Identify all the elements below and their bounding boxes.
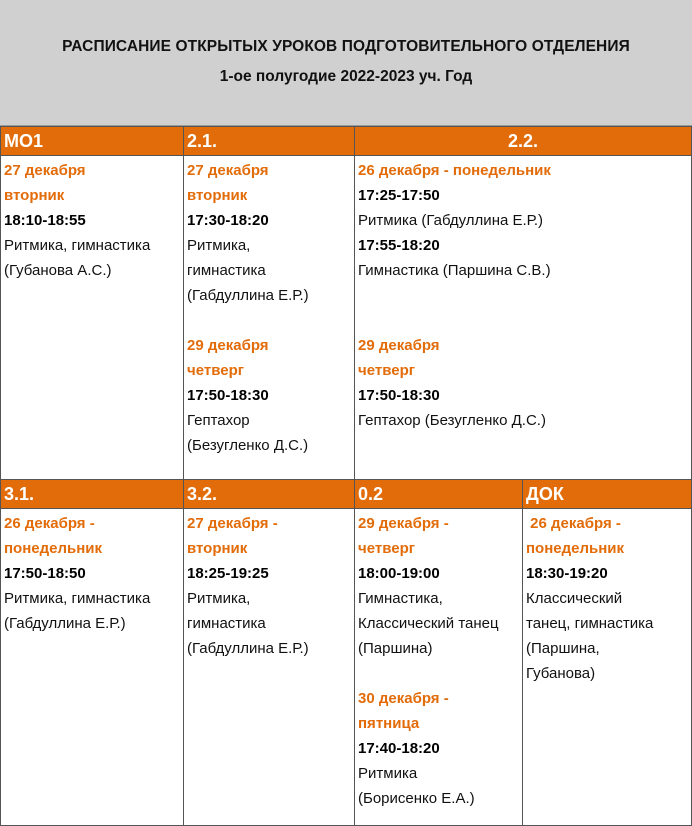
spacer	[358, 308, 692, 333]
lesson-subject: гимнастика	[187, 262, 266, 279]
group-header-mo1: МО1	[0, 126, 183, 155]
lesson-subject: Ритмика, гимнастика	[4, 237, 151, 254]
lesson-date: 29 декабря	[187, 337, 269, 354]
lesson-teacher: (Борисенко Е.А.)	[358, 790, 475, 807]
lesson-subject: гимнастика	[187, 615, 266, 632]
spacer	[187, 308, 354, 333]
lesson-date: 26 декабря - понедельник	[358, 162, 551, 179]
lesson-date: 29 декабря -	[358, 515, 449, 532]
title-line-1: РАСПИСАНИЕ ОТКРЫТЫХ УРОКОВ ПОДГОТОВИТЕЛЬНОГО ОТДЕЛЕНИЯ	[62, 38, 630, 55]
group-header-0-2: 0.2	[354, 479, 522, 508]
lesson-date: 27 декабря -	[187, 515, 278, 532]
lesson-weekday: вторник	[4, 187, 65, 204]
cell-dok	[522, 511, 692, 686]
grid-line	[0, 155, 692, 156]
cell-3-2	[183, 511, 354, 661]
cell-mo1	[0, 158, 183, 283]
lesson-teacher: (Габдуллина Е.Р.)	[4, 615, 126, 632]
cell-2-1	[183, 158, 354, 458]
lesson-subject: Ритмика (Габдуллина Е.Р.)	[358, 212, 543, 229]
lesson-teacher: (Паршина)	[358, 640, 433, 657]
title-line-2: 1-ое полугодие 2022-2023 уч. Год	[219, 68, 473, 85]
group-header-dok: ДОК	[522, 479, 692, 508]
lesson-teacher: Губанова)	[526, 665, 596, 682]
lesson-time: 17:50-18:50	[4, 565, 86, 582]
spacer	[358, 283, 692, 308]
lesson-subject: Ритмика,	[187, 590, 251, 607]
lesson-weekday: понедельник	[4, 540, 103, 557]
lesson-time: 18:10-18:55	[4, 212, 86, 229]
lesson-subject: Гимнастика (Паршина С.В.)	[358, 262, 551, 279]
lesson-weekday: вторник	[187, 540, 248, 557]
title-header	[0, 0, 692, 126]
lesson-time: 17:50-18:30	[358, 387, 440, 404]
lesson-date: 27 декабря	[187, 162, 269, 179]
lesson-time: 18:30-19:20	[526, 565, 608, 582]
lesson-teacher: (Габдуллина Е.Р.)	[187, 287, 309, 304]
lesson-teacher: (Безугленко Д.С.)	[187, 437, 309, 454]
lesson-date: 26 декабря -	[4, 515, 95, 532]
lesson-teacher: (Губанова А.С.)	[4, 262, 112, 279]
lesson-teacher: (Паршина,	[526, 640, 600, 657]
lesson-weekday: понедельник	[526, 540, 625, 557]
lesson-subject: Ритмика, гимнастика	[4, 590, 151, 607]
grid-line	[0, 508, 692, 509]
lesson-subject: Гептахор (Безугленко Д.С.)	[358, 412, 546, 429]
lesson-time: 18:00-19:00	[358, 565, 440, 582]
lesson-subject: Классический танец	[358, 615, 499, 632]
lesson-date: 27 декабря	[4, 162, 86, 179]
cell-3-1	[0, 511, 183, 636]
lesson-subject: Ритмика,	[187, 237, 251, 254]
lesson-date: 26 декабря -	[526, 515, 621, 532]
lesson-date: 29 декабря	[358, 337, 440, 354]
cell-2-2	[354, 158, 692, 433]
lesson-weekday: четверг	[358, 540, 415, 557]
lesson-time: 17:50-18:30	[187, 387, 269, 404]
group-header-2-1: 2.1.	[183, 126, 354, 155]
lesson-weekday: пятница	[358, 715, 420, 732]
lesson-subject: Гептахор	[187, 412, 250, 429]
lesson-time: 17:40-18:20	[358, 740, 440, 757]
lesson-subject: Классический	[526, 590, 623, 607]
cell-0-2	[354, 511, 522, 811]
lesson-time: 17:25-17:50	[358, 187, 440, 204]
lesson-subject: Ритмика	[358, 765, 418, 782]
spacer	[358, 661, 522, 686]
lesson-time: 17:55-18:20	[358, 237, 440, 254]
lesson-teacher: (Габдуллина Е.Р.)	[187, 640, 309, 657]
lesson-weekday: четверг	[358, 362, 415, 379]
lesson-date: 30 декабря -	[358, 690, 449, 707]
lesson-subject: танец, гимнастика	[526, 615, 654, 632]
lesson-time: 18:25-19:25	[187, 565, 269, 582]
group-header-2-2: 2.2.	[354, 126, 692, 155]
group-header-3-2: 3.2.	[183, 479, 354, 508]
lesson-weekday: четверг	[187, 362, 244, 379]
lesson-time: 17:30-18:20	[187, 212, 269, 229]
lesson-weekday: вторник	[187, 187, 248, 204]
group-header-3-1: 3.1.	[0, 479, 183, 508]
lesson-subject: Гимнастика,	[358, 590, 443, 607]
